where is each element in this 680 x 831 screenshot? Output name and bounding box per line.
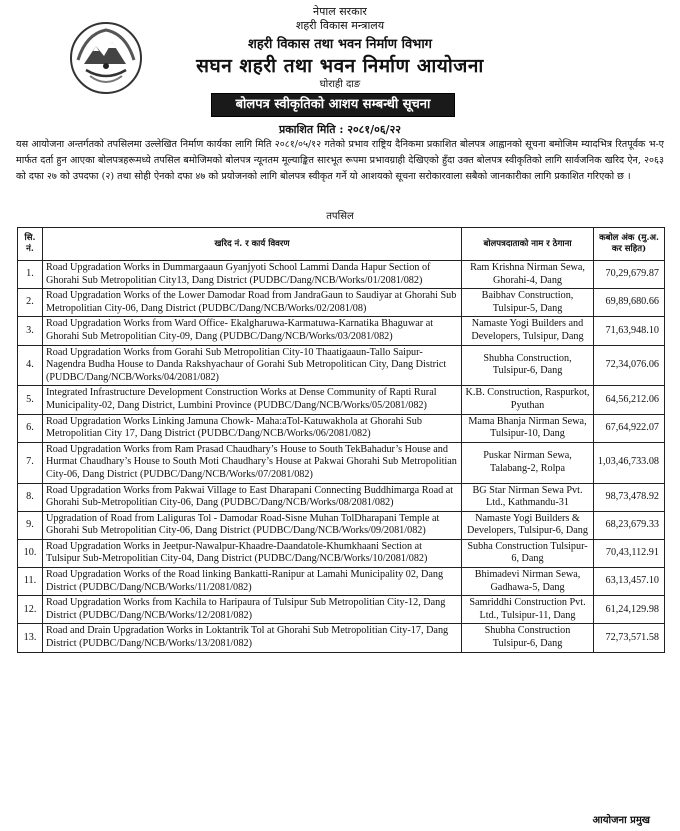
header-amount: कबोल अंक (मु.अ. कर सहित): [594, 228, 665, 261]
row-work: Road Upgradation Works from Kachila to Haripaura of Tulsipur Sub Metropolitian City-12, Dang District (PUDBC/Dang/NCB/Works/12/2081/082): [43, 596, 462, 624]
row-work: Upgradation of Road from Laliguras Tol - Damodar Road-Sisne Muhan TolDharapani Temple at Ghorahi Sub Metropolitian City-06, Dang District (PUDBC/Dang/NCB/Works/09/2081/082): [43, 511, 462, 539]
row-work: Road and Drain Upgradation Works in Loktantrik Tol at Ghorahi Sub Metropolitian City-17, Dang District (PUDBC/Dang/NCB/Works/13/2081/082): [43, 624, 462, 652]
row-work: Road Upgradation Works Linking Jamuna Chowk- Maha:aTol-Katuwakhola at Ghorahi Sub Metropolitian City 17, Dang District (PUDBC/Dang/NCB/Works/06/2081/082): [43, 414, 462, 442]
row-sn: 5.: [18, 386, 43, 414]
signature: आयोजना प्रमुख: [592, 815, 650, 826]
row-work: Road Upgradation Works from Ward Office- Ekalgharuwa-Karmatuwa-Karnatika Bhaguwar at Ghorahi Sub Metropolitian City-09, Dang (PUDBC/Dang/NCB/Works/03/2081/082): [43, 317, 462, 345]
gov-title: नेपाल सरकार: [313, 5, 367, 18]
row-work: Integrated Infrastructure Development Construction Works at Dense Community of Rapti Rural Municipality-02, Dang District, Lumbini Province (PUDBC/Dang/NCB/Works/05/2081/082): [43, 386, 462, 414]
row-bidder: BG Star Nirman Sewa Pvt. Ltd., Kathmandu-31: [462, 483, 594, 511]
location: घोराही दाङ: [319, 79, 361, 90]
row-bidder: Bhimadevi Nirman Sewa, Gadhawa-5, Dang: [462, 568, 594, 596]
bid-table: [17, 227, 665, 653]
row-amount: 1,03,46,733.08: [594, 442, 665, 483]
schedule-heading: तपसिल: [326, 211, 354, 222]
row-work: Road Upgradation Works of the Road linking Bankatti-Ranipur at Lamahi Municipality 02, Dang District (PUDBC/Dang/NCB/Works/11/2081/082): [43, 568, 462, 596]
table-row: [18, 511, 665, 539]
row-sn: 6.: [18, 414, 43, 442]
row-sn: 9.: [18, 511, 43, 539]
header-work: खरिद नं. र कार्य विवरण: [43, 228, 462, 261]
row-bidder: Shubha Construction Tulsipur-6, Dang: [462, 624, 594, 652]
row-bidder: Samriddhi Construction Pvt. Ltd., Tulsipur-11, Dang: [462, 596, 594, 624]
row-work: Road Upgradation Works from Pakwai Village to East Dharapani Connecting Buddhimarga Road at Ghorahi Sub-Metropolitian City-06, Dang (PUDBC/Dang/NCB/Works/08/2081/082): [43, 483, 462, 511]
row-amount: 63,13,457.10: [594, 568, 665, 596]
row-bidder: Puskar Nirman Sewa, Talabang-2, Rolpa: [462, 442, 594, 483]
intro-paragraph: यस आयोजना अन्तर्गतको तपसिलमा उल्लेखित निर्माण कार्यका लागि मिति २०८१/०५/१२ गतेको प्रभाव राष्ट्रिय दैनिकमा प्रकाशित बोलपत्र आह्वानको सूचना बमोजिम म्यादभित्र रितपूर्वक भ-ए मार्फत दर्ता हुन आएका बोलपत्रहरूमध्ये तपसिल बमोजिमको बोलपत्र न्यूनतम मूल्याङ्कित सारभूत रूपमा प्रभावग्राही देखिएको हुँदा उक्त बोलपत्र स्वीकृतिको लागि सार्वजनिक खरिद ऐन, २०६३ को दफा २७ को उपदफा (२) तथा सोही ऐनको दफा ४७ को प्रयोजनको लागि बोलपत्र स्वीकृत गर्ने यो आशयको सूचना सरोकारवाला सबैको जानकारीका लागि प्रकाशित गरिएको छ ।: [16, 139, 664, 182]
row-sn: 2.: [18, 289, 43, 317]
row-work: Road Upgradation Works from Gorahi Sub Metropolitian City-10 Thaatigaaun-Tallo Saipur-Nagendra Budha House to Danda Rakshyachaur of Gorahi Sub Metropolitican City, Dang District (PUDBC/Dang/NCB/Works/04/2081/082): [43, 345, 462, 386]
table-row: [18, 345, 665, 386]
table-row: [18, 261, 665, 289]
table-row: [18, 414, 665, 442]
table-row: [18, 539, 665, 567]
notice-banner: बोलपत्र स्वीकृतिको आशय सम्बन्धी सूचना: [211, 93, 455, 117]
row-bidder: K.B. Construction, Raspurkot, Pyuthan: [462, 386, 594, 414]
row-sn: 1.: [18, 261, 43, 289]
row-work: Road Upgradation Works in Dummargaaun Gyanjyoti School Lammi Danda Hapur Section of Ghorahi Sub Metropolitian City13, Dang District (PUDBC/Dang/NCB/Works/01/2081/082): [43, 261, 462, 289]
row-sn: 12.: [18, 596, 43, 624]
table-row: [18, 386, 665, 414]
row-sn: 10.: [18, 539, 43, 567]
row-amount: 98,73,478.92: [594, 483, 665, 511]
row-work: Road Upgradation Works of the Lower Damodar Road from JandraGaun to Saudiyar at Ghorahi Sub Metropolitian City-06, Dang District (PUDBC/Dang/NCB/Works/02/2081/08): [43, 289, 462, 317]
row-sn: 8.: [18, 483, 43, 511]
row-amount: 70,29,679.87: [594, 261, 665, 289]
row-amount: 70,43,112.91: [594, 539, 665, 567]
row-bidder: Namaste Yogi Builders & Developers, Tulsipur-6, Dang: [462, 511, 594, 539]
row-amount: 72,73,571.58: [594, 624, 665, 652]
department-title: शहरी विकास तथा भवन निर्माण विभाग: [248, 37, 432, 52]
row-bidder: Namaste Yogi Builders and Developers, Tulsipur, Dang: [462, 317, 594, 345]
row-sn: 3.: [18, 317, 43, 345]
row-bidder: Ram Krishna Nirman Sewa, Ghorahi-4, Dang: [462, 261, 594, 289]
row-sn: 11.: [18, 568, 43, 596]
published-date: प्रकाशित मिति : २०८१/०६/२२: [278, 123, 402, 136]
table-header-row: [18, 228, 665, 261]
ministry-title: शहरी विकास मन्त्रालय: [295, 19, 385, 32]
table-row: [18, 483, 665, 511]
table-row: [18, 568, 665, 596]
row-sn: 7.: [18, 442, 43, 483]
row-amount: 71,63,948.10: [594, 317, 665, 345]
row-amount: 67,64,922.07: [594, 414, 665, 442]
header-bidder: बोलपत्रदाताको नाम र ठेगाना: [462, 228, 594, 261]
row-bidder: Baibhav Construction, Tulsipur-5, Dang: [462, 289, 594, 317]
row-bidder: Subha Construction Tulsipur-6, Dang: [462, 539, 594, 567]
row-sn: 4.: [18, 345, 43, 386]
row-amount: 72,34,076.06: [594, 345, 665, 386]
row-bidder: Shubha Construction, Tulsipur-6, Dang: [462, 345, 594, 386]
table-row: [18, 596, 665, 624]
row-bidder: Mama Bhanja Nirman Sewa, Tulsipur-10, Dang: [462, 414, 594, 442]
row-amount: 68,23,679.33: [594, 511, 665, 539]
table-row: [18, 317, 665, 345]
row-sn: 13.: [18, 624, 43, 652]
row-amount: 69,89,680.66: [594, 289, 665, 317]
table-row: [18, 624, 665, 652]
table-row: [18, 289, 665, 317]
row-work: Road Upgradation Works from Ram Prasad Chaudhary’s House to South TekBahadur’s House and Hurmat Chaudhary’s House to South Moti Chaudhary’s House at Pakwai Ghorahi Sub Metropolitian City-06, Dang District (PUDBC/Dang/NCB/Works/07/2081/082): [43, 442, 462, 483]
table-row: [18, 442, 665, 483]
row-work: Road Upgradation Works in Jeetpur-Nawalpur-Khaadre-Daandatole-Khumkhaani Section at Tulsipur Sub-Metropolitian City-04, Dang District (PUDBC/Dang/NCB/Works/10/2081/082): [43, 539, 462, 567]
header-sn: सि. नं.: [18, 228, 43, 261]
row-amount: 64,56,212.06: [594, 386, 665, 414]
row-amount: 61,24,129.98: [594, 596, 665, 624]
project-title: सघन शहरी तथा भवन निर्माण आयोजना: [196, 55, 484, 77]
